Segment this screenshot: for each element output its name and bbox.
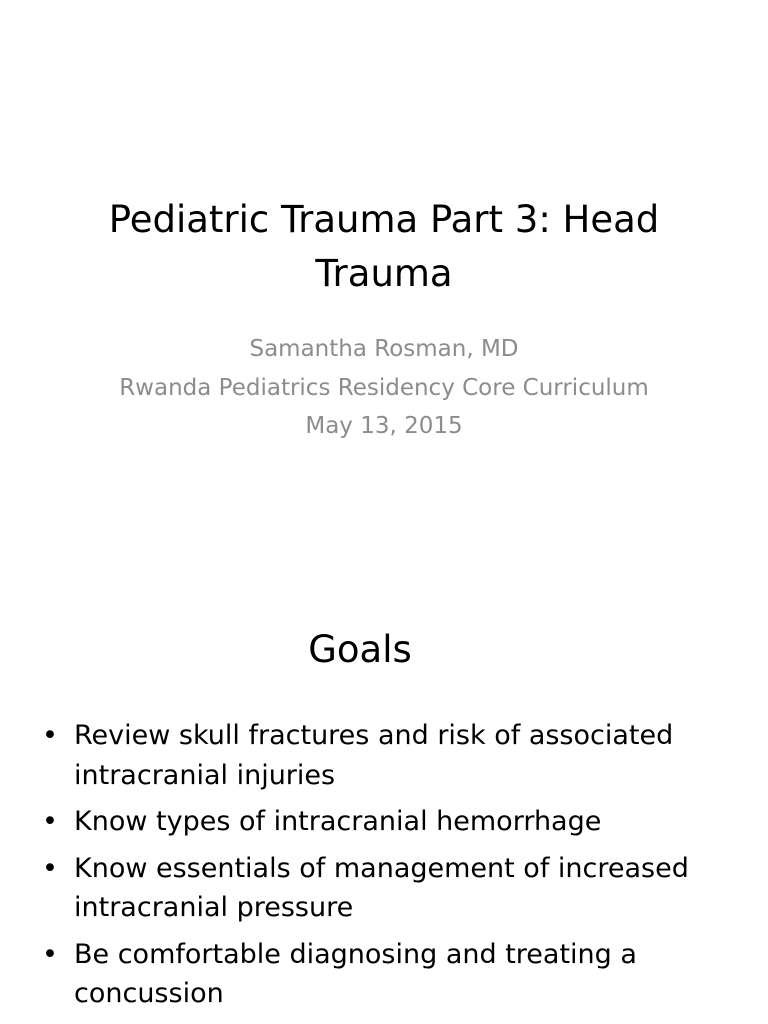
goal-text: Review skull fractures and risk of associated intracranial injuries <box>74 720 674 791</box>
goal-text: Know types of intracranial hemorrhage <box>74 806 602 837</box>
goals-list <box>42 716 732 1021</box>
goal-item <box>42 716 732 795</box>
date-line: May 13, 2015 <box>305 413 463 439</box>
bullet-icon: • <box>42 720 58 751</box>
bullet-icon: • <box>42 852 58 884</box>
author-line: Samantha Rosman, MD <box>249 336 519 362</box>
bullet-icon: • <box>42 938 58 970</box>
bullet-icon: • <box>42 806 58 837</box>
goal-item <box>42 935 732 1014</box>
presentation-title: Pediatric Trauma Part 3: Head Trauma <box>108 198 660 295</box>
program-line: Rwanda Pediatrics Residency Core Curriculum <box>119 374 649 401</box>
goals-title: Goals <box>308 628 412 671</box>
goal-text: Know essentials of management of increased intracranial pressure <box>74 852 689 923</box>
goal-item <box>42 849 732 928</box>
goal-item <box>42 802 732 842</box>
goal-text: Be comfortable diagnosing and treating a concussion <box>74 938 637 1009</box>
presentation-subtitle <box>40 330 728 446</box>
